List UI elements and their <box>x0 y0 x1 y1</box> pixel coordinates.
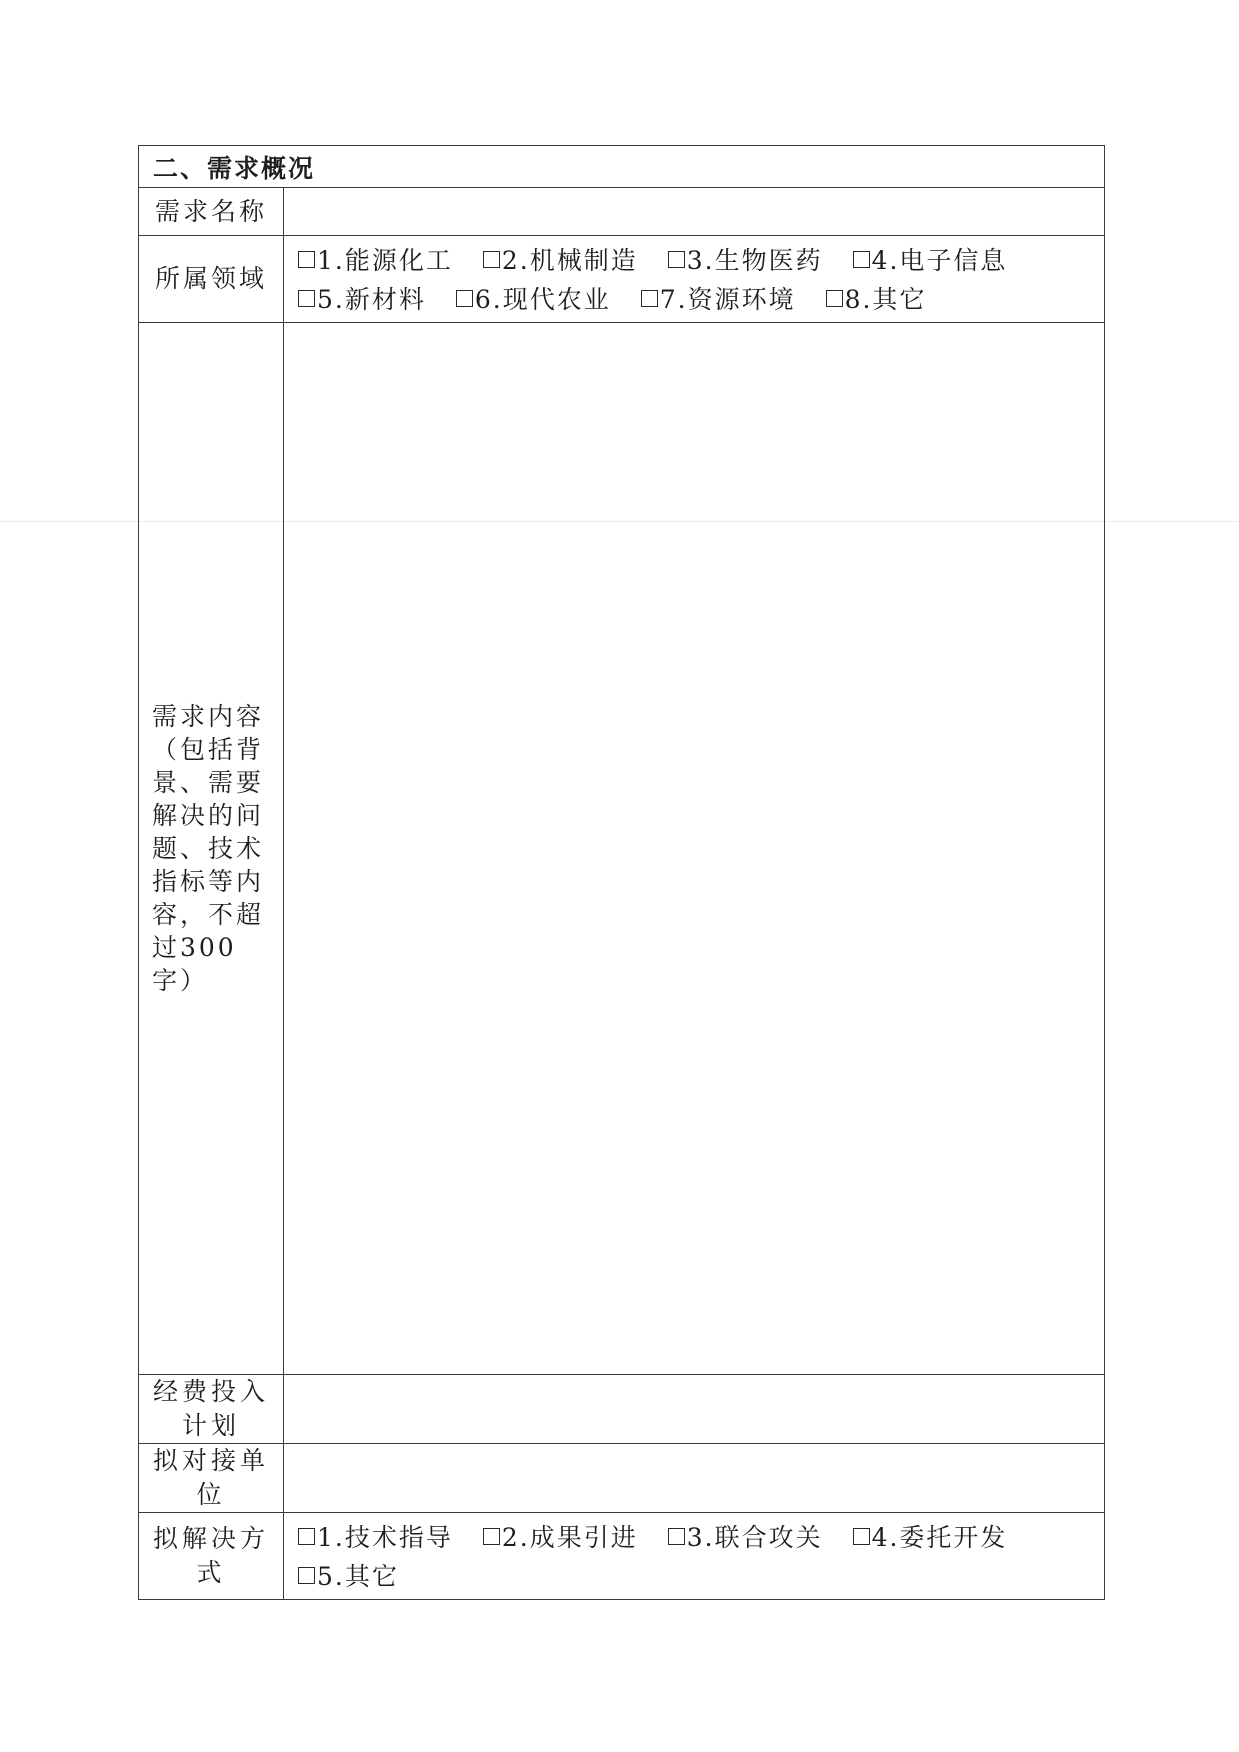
checkbox-icon[interactable] <box>853 251 870 268</box>
domain-option-machinery[interactable]: 2.机械制造 <box>483 240 638 279</box>
demand-content-field[interactable] <box>284 323 1105 1375</box>
checkbox-icon[interactable] <box>668 1528 685 1545</box>
solution-option-commissioned-development[interactable]: 4.委托开发 <box>853 1517 1008 1556</box>
checkbox-icon[interactable] <box>826 290 843 307</box>
section-title: 二、需求概况 <box>139 146 1105 188</box>
domain-options <box>284 236 1105 323</box>
row-partner-unit <box>139 1444 1105 1513</box>
domain-option-modern-agriculture[interactable]: 6.现代农业 <box>456 279 611 318</box>
checkbox-icon[interactable] <box>456 290 473 307</box>
row-demand-name <box>139 188 1105 236</box>
label-solution-method: 拟解决方式 <box>139 1513 284 1600</box>
checkbox-icon[interactable] <box>668 251 685 268</box>
domain-option-electronics[interactable]: 4.电子信息 <box>853 240 1008 279</box>
row-domain <box>139 236 1105 323</box>
label-funding-plan: 经费投入计划 <box>139 1375 284 1444</box>
domain-option-other[interactable]: 8.其它 <box>826 279 927 318</box>
domain-option-resources-environment[interactable]: 7.资源环境 <box>641 279 796 318</box>
checkbox-icon[interactable] <box>853 1528 870 1545</box>
checkbox-icon[interactable] <box>483 251 500 268</box>
checkbox-icon[interactable] <box>298 1528 315 1545</box>
checkbox-icon[interactable] <box>641 290 658 307</box>
solution-option-technical-guidance[interactable]: 1.技术指导 <box>298 1517 453 1556</box>
solution-options <box>284 1513 1105 1600</box>
partner-unit-field[interactable] <box>284 1444 1105 1513</box>
domain-option-energy-chemical[interactable]: 1.能源化工 <box>298 240 453 279</box>
domain-option-biomedicine[interactable]: 3.生物医药 <box>668 240 823 279</box>
checkbox-icon[interactable] <box>298 251 315 268</box>
solution-option-achievement-introduction[interactable]: 2.成果引进 <box>483 1517 638 1556</box>
label-demand-name: 需求名称 <box>139 188 284 236</box>
row-solution-method <box>139 1513 1105 1600</box>
funding-plan-field[interactable] <box>284 1375 1105 1444</box>
checkbox-icon[interactable] <box>298 1567 315 1584</box>
domain-option-new-materials[interactable]: 5.新材料 <box>298 279 426 318</box>
label-partner-unit: 拟对接单位 <box>139 1444 284 1513</box>
solution-option-joint-research[interactable]: 3.联合攻关 <box>668 1517 823 1556</box>
checkbox-icon[interactable] <box>298 290 315 307</box>
demand-name-field[interactable] <box>284 188 1105 236</box>
section-header-row <box>139 146 1105 188</box>
label-domain: 所属领域 <box>139 236 284 323</box>
solution-option-other[interactable]: 5.其它 <box>298 1556 399 1595</box>
row-funding-plan <box>139 1375 1105 1444</box>
label-demand-content: 需求内容（包括背景、需要解决的问题、技术指标等内容，不超过300字） <box>139 323 284 1375</box>
demand-overview-form <box>138 145 1105 1600</box>
checkbox-icon[interactable] <box>483 1528 500 1545</box>
row-demand-content <box>139 323 1105 1375</box>
